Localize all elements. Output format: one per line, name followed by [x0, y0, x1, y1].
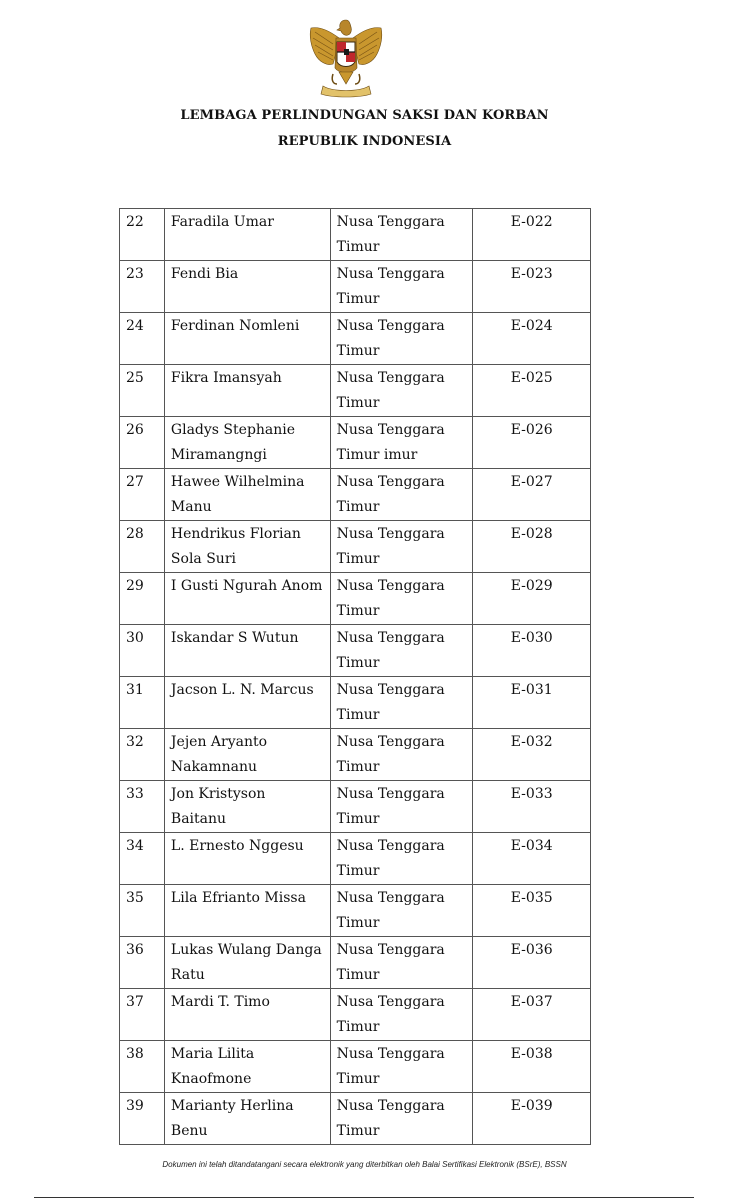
row-number: 29: [120, 573, 165, 625]
row-number: 36: [120, 937, 165, 989]
table-row: [120, 1041, 591, 1093]
row-number: 28: [120, 521, 165, 573]
row-province: Nusa Tenggara Timur: [330, 833, 473, 885]
agency-subtitle: REPUBLIK INDONESIA: [277, 134, 452, 149]
row-number: 37: [120, 989, 165, 1041]
table-row: [120, 469, 591, 521]
row-province: Nusa Tenggara Timur: [330, 989, 473, 1041]
table-row: [120, 417, 591, 469]
row-province: Nusa Tenggara Timur: [330, 1093, 473, 1145]
row-province: Nusa Tenggara Timur: [330, 209, 473, 261]
row-province: Nusa Tenggara Timur: [330, 885, 473, 937]
row-name: Fikra Imansyah: [164, 365, 330, 417]
row-number: 25: [120, 365, 165, 417]
participant-table: [119, 208, 591, 1145]
row-province: Nusa Tenggara Timur: [330, 1041, 473, 1093]
row-code: E-035: [473, 885, 591, 937]
row-number: 33: [120, 781, 165, 833]
row-province: Nusa Tenggara Timur: [330, 469, 473, 521]
row-name: Jejen Aryanto Nakamnanu: [164, 729, 330, 781]
row-code: E-036: [473, 937, 591, 989]
table-row: [120, 573, 591, 625]
row-name: Lukas Wulang Danga Ratu: [164, 937, 330, 989]
row-name: I Gusti Ngurah Anom: [164, 573, 330, 625]
row-code: E-030: [473, 625, 591, 677]
row-code: E-031: [473, 677, 591, 729]
row-number: 23: [120, 261, 165, 313]
row-number: 27: [120, 469, 165, 521]
row-code: E-037: [473, 989, 591, 1041]
row-name: Hawee Wilhelmina Manu: [164, 469, 330, 521]
row-code: E-032: [473, 729, 591, 781]
row-province: Nusa Tenggara Timur: [330, 781, 473, 833]
row-province: Nusa Tenggara Timur: [330, 677, 473, 729]
row-number: 35: [120, 885, 165, 937]
row-code: E-023: [473, 261, 591, 313]
row-number: 22: [120, 209, 165, 261]
row-code: E-033: [473, 781, 591, 833]
row-number: 38: [120, 1041, 165, 1093]
table-row: [120, 1093, 591, 1145]
row-number: 31: [120, 677, 165, 729]
row-name: Hendrikus Florian Sola Suri: [164, 521, 330, 573]
table-row: [120, 937, 591, 989]
row-number: 39: [120, 1093, 165, 1145]
row-number: 34: [120, 833, 165, 885]
row-province: Nusa Tenggara Timur: [330, 521, 473, 573]
row-number: 32: [120, 729, 165, 781]
row-name: Jon Kristyson Baitanu: [164, 781, 330, 833]
row-code: E-034: [473, 833, 591, 885]
garuda-pancasila-emblem-icon: [303, 18, 389, 100]
row-province: Nusa Tenggara Timur: [330, 729, 473, 781]
row-name: Mardi T. Timo: [164, 989, 330, 1041]
row-name: Gladys Stephanie Miramangngi: [164, 417, 330, 469]
row-province: Nusa Tenggara Timur: [330, 625, 473, 677]
row-number: 24: [120, 313, 165, 365]
table-row: [120, 313, 591, 365]
agency-title: LEMBAGA PERLINDUNGAN SAKSI DAN KORBAN: [180, 108, 549, 123]
row-name: Fendi Bia: [164, 261, 330, 313]
table-row: [120, 625, 591, 677]
e-signature-note: Dokumen ini telah ditandatangani secara elektronik yang diterbitkan oleh Balai Sertifikasi Elektronik (BSrE), BSSN: [162, 1160, 567, 1169]
table-row: [120, 365, 591, 417]
row-code: E-029: [473, 573, 591, 625]
table-row: [120, 521, 591, 573]
row-name: L. Ernesto Nggesu: [164, 833, 330, 885]
row-name: Ferdinan Nomleni: [164, 313, 330, 365]
row-province: Nusa Tenggara Timur: [330, 261, 473, 313]
table-row: [120, 677, 591, 729]
row-province: Nusa Tenggara Timur imur: [330, 417, 473, 469]
table-row: [120, 261, 591, 313]
table-row: [120, 781, 591, 833]
row-code: E-025: [473, 365, 591, 417]
row-name: Lila Efrianto Missa: [164, 885, 330, 937]
table-row: [120, 729, 591, 781]
row-code: E-022: [473, 209, 591, 261]
table-row: [120, 209, 591, 261]
row-code: E-026: [473, 417, 591, 469]
row-number: 26: [120, 417, 165, 469]
row-number: 30: [120, 625, 165, 677]
row-province: Nusa Tenggara Timur: [330, 365, 473, 417]
row-code: E-039: [473, 1093, 591, 1145]
row-name: Iskandar S Wutun: [164, 625, 330, 677]
row-province: Nusa Tenggara Timur: [330, 313, 473, 365]
row-name: Marianty Herlina Benu: [164, 1093, 330, 1145]
row-name: Faradila Umar: [164, 209, 330, 261]
table-row: [120, 885, 591, 937]
row-code: E-024: [473, 313, 591, 365]
row-code: E-038: [473, 1041, 591, 1093]
row-name: Maria Lilita Knaofmone: [164, 1041, 330, 1093]
table-row: [120, 833, 591, 885]
row-name: Jacson L. N. Marcus: [164, 677, 330, 729]
row-province: Nusa Tenggara Timur: [330, 937, 473, 989]
table-row: [120, 989, 591, 1041]
row-code: E-028: [473, 521, 591, 573]
row-code: E-027: [473, 469, 591, 521]
row-province: Nusa Tenggara Timur: [330, 573, 473, 625]
footer-divider: [34, 1197, 694, 1198]
